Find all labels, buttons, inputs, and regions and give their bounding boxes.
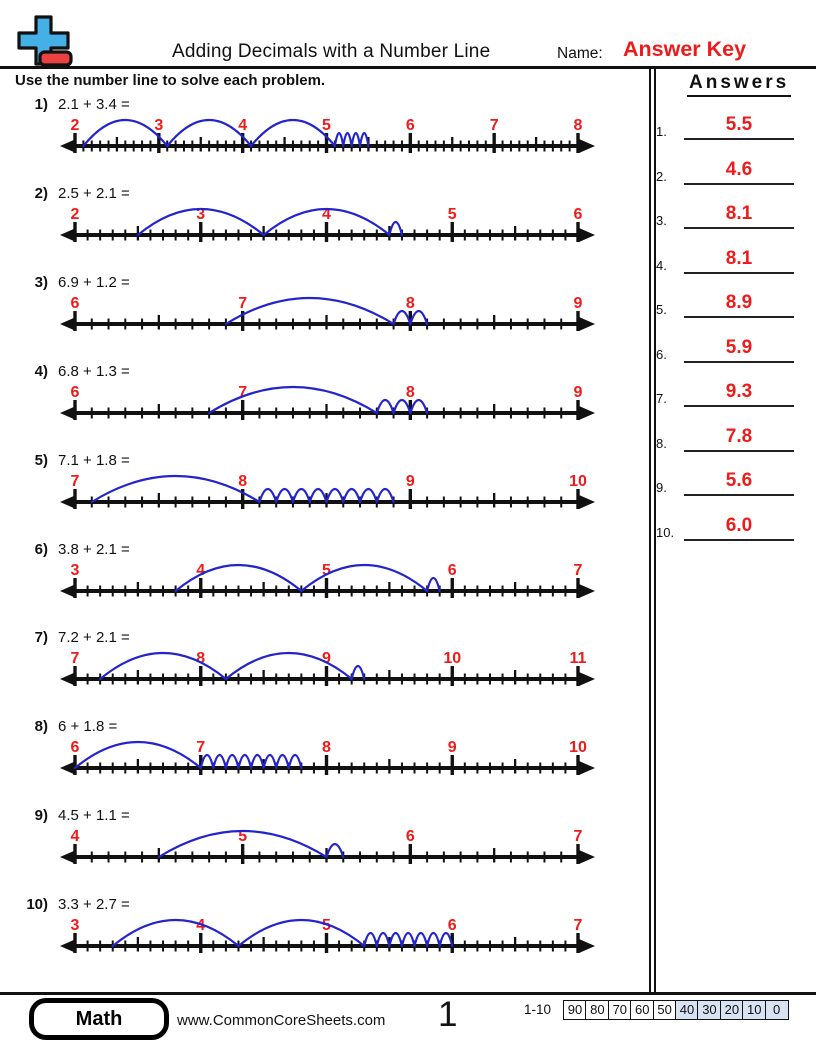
header-rule <box>0 66 816 69</box>
score-cell-20: 20 <box>720 1000 744 1020</box>
answer-number: 7. <box>656 391 667 406</box>
problem-number: 6) <box>34 540 48 558</box>
answer-item-8 <box>652 419 798 452</box>
answer-key-label: Answer Key <box>623 37 747 61</box>
answer-blank-line <box>684 470 794 496</box>
problem-expression: 6.9 + 1.2 = <box>58 273 130 291</box>
name-label: Name: <box>557 45 603 62</box>
number-line-svg <box>55 284 603 346</box>
page-title: Adding Decimals with a Number Line <box>172 41 491 62</box>
svg-text:6: 6 <box>447 561 457 579</box>
problem-expression: 6.8 + 1.3 = <box>58 362 130 380</box>
answer-item-1 <box>652 107 798 140</box>
answers-title: Answers <box>687 72 791 97</box>
answer-blank-line <box>684 159 794 185</box>
svg-text:8: 8 <box>405 294 415 312</box>
svg-text:11: 11 <box>569 650 587 668</box>
answer-number: 8. <box>656 435 667 451</box>
problem-9 <box>0 807 650 893</box>
svg-text:4: 4 <box>70 828 80 846</box>
answer-value: 5.6 <box>725 470 753 491</box>
score-strip <box>563 1000 789 1020</box>
answer-number: 3. <box>656 213 667 228</box>
number-line-svg <box>55 906 603 968</box>
svg-text:5: 5 <box>238 828 248 846</box>
svg-text:7: 7 <box>573 828 583 846</box>
number-line-svg <box>55 551 603 613</box>
answer-value: 8.9 <box>725 292 753 313</box>
answer-value: 6.0 <box>725 514 753 536</box>
score-cell-80: 80 <box>585 1000 609 1020</box>
number-line-svg <box>55 462 603 524</box>
svg-text:6: 6 <box>70 383 80 401</box>
svg-text:3: 3 <box>154 117 164 134</box>
number-line-svg <box>55 639 603 701</box>
problem-4 <box>0 363 650 449</box>
answer-value: 8.1 <box>725 203 753 224</box>
problem-number: 3) <box>34 273 48 291</box>
problem-number: 2) <box>34 184 48 202</box>
answer-value: 7.8 <box>725 425 753 447</box>
svg-text:5: 5 <box>322 561 331 579</box>
answer-item-4 <box>652 241 798 274</box>
problem-3 <box>0 274 650 360</box>
svg-text:8: 8 <box>405 383 415 401</box>
svg-text:2: 2 <box>70 117 80 134</box>
svg-text:6: 6 <box>70 294 80 312</box>
answer-value: 9.3 <box>725 381 753 402</box>
answer-item-10 <box>652 508 798 541</box>
svg-text:4: 4 <box>196 561 206 579</box>
svg-text:9: 9 <box>322 650 331 668</box>
number-line-svg <box>55 373 603 435</box>
svg-text:10: 10 <box>569 472 587 490</box>
score-cell-90: 90 <box>563 1000 587 1020</box>
svg-text:8: 8 <box>238 472 248 490</box>
answer-blank-line <box>684 114 794 140</box>
problem-6 <box>0 541 650 627</box>
svg-text:8: 8 <box>196 650 206 668</box>
number-line-svg <box>55 817 603 879</box>
answer-blank-line <box>684 292 794 318</box>
problem-expression: 4.5 + 1.1 = <box>58 807 130 825</box>
svg-text:7: 7 <box>573 561 583 579</box>
answer-blank-line <box>684 203 794 229</box>
svg-text:7: 7 <box>70 472 80 490</box>
svg-text:4: 4 <box>322 205 331 223</box>
svg-text:6: 6 <box>405 828 415 846</box>
subject-badge-label: Math <box>34 1003 164 1035</box>
svg-text:7: 7 <box>573 917 583 935</box>
svg-text:9: 9 <box>405 472 415 490</box>
answer-value: 8.1 <box>725 247 753 269</box>
answer-item-6 <box>652 330 798 363</box>
score-cell-10: 10 <box>742 1000 766 1020</box>
problem-expression: 2.1 + 3.4 = <box>58 96 130 113</box>
problem-5 <box>0 452 650 538</box>
problem-8 <box>0 718 650 804</box>
problem-number: 10) <box>26 896 48 914</box>
svg-text:5: 5 <box>447 205 457 223</box>
answer-number: 4. <box>656 257 667 273</box>
svg-text:2: 2 <box>70 205 80 223</box>
answer-item-9 <box>652 463 798 496</box>
problem-expression: 7.1 + 1.8 = <box>58 451 130 469</box>
svg-text:5: 5 <box>322 917 331 935</box>
number-line-svg <box>55 195 603 257</box>
svg-text:7: 7 <box>70 650 80 668</box>
problem-number: 5) <box>34 451 48 469</box>
svg-text:10: 10 <box>569 739 587 757</box>
problem-number: 4) <box>34 362 48 380</box>
score-cell-0: 0 <box>765 1000 789 1020</box>
problem-number: 8) <box>34 718 48 736</box>
svg-text:3: 3 <box>70 561 80 579</box>
problem-expression: 3.3 + 2.7 = <box>58 896 130 914</box>
svg-text:4: 4 <box>238 117 248 134</box>
answer-number: 5. <box>656 302 667 317</box>
answer-item-3 <box>652 196 798 229</box>
score-cell-30: 30 <box>697 1000 721 1020</box>
score-cell-40: 40 <box>675 1000 699 1020</box>
svg-text:8: 8 <box>322 739 331 757</box>
answer-item-2 <box>652 152 798 185</box>
answer-blank-line <box>684 248 794 274</box>
score-cell-50: 50 <box>653 1000 677 1020</box>
answer-blank-line <box>684 426 794 452</box>
plus-minus-logo-icon <box>13 14 75 70</box>
svg-text:3: 3 <box>70 917 80 935</box>
svg-text:7: 7 <box>489 117 499 134</box>
svg-text:7: 7 <box>238 294 248 312</box>
svg-text:9: 9 <box>573 294 583 312</box>
svg-text:6: 6 <box>405 117 415 134</box>
svg-text:6: 6 <box>70 739 80 757</box>
svg-text:5: 5 <box>322 117 331 134</box>
problem-number: 1) <box>34 96 48 113</box>
svg-text:6: 6 <box>447 917 457 935</box>
problem-10 <box>0 896 650 982</box>
instruction-text: Use the number line to solve each problem. <box>15 72 326 89</box>
answer-blank-line <box>684 337 794 363</box>
page-number: 1 <box>438 995 458 1034</box>
footer-rule <box>0 992 816 995</box>
svg-text:10: 10 <box>443 650 462 668</box>
number-line-svg <box>55 106 603 168</box>
score-range-label: 1-10 <box>524 1002 552 1017</box>
answer-blank-line <box>684 381 794 407</box>
problem-expression: 3.8 + 2.1 = <box>58 540 130 558</box>
answer-number: 6. <box>656 346 667 362</box>
answer-value: 5.5 <box>725 114 753 135</box>
svg-text:9: 9 <box>573 383 583 401</box>
problem-expression: 2.5 + 2.1 = <box>58 184 130 202</box>
problem-number: 7) <box>34 629 48 647</box>
svg-text:3: 3 <box>196 205 206 223</box>
svg-text:9: 9 <box>447 739 457 757</box>
svg-text:7: 7 <box>238 383 248 401</box>
problem-7 <box>0 629 650 715</box>
answer-value: 5.9 <box>725 336 753 358</box>
answer-number: 10. <box>656 524 675 540</box>
svg-text:7: 7 <box>196 739 206 757</box>
svg-text:6: 6 <box>573 205 583 223</box>
score-cell-60: 60 <box>630 1000 654 1020</box>
problem-2 <box>0 185 650 271</box>
problem-expression: 6 + 1.8 = <box>58 718 118 736</box>
problem-1 <box>0 96 650 182</box>
problem-number: 9) <box>34 807 48 825</box>
problem-expression: 7.2 + 2.1 = <box>58 629 130 647</box>
answer-item-7 <box>652 374 798 407</box>
answer-number: 1. <box>656 124 667 139</box>
answer-number: 9. <box>656 480 667 495</box>
svg-text:8: 8 <box>573 117 583 134</box>
answer-blank-line <box>684 515 794 541</box>
answer-item-5 <box>652 285 798 318</box>
svg-text:4: 4 <box>196 917 206 935</box>
score-cell-70: 70 <box>608 1000 632 1020</box>
subject-badge <box>29 998 169 1040</box>
answer-number: 2. <box>656 168 667 184</box>
answer-value: 4.6 <box>725 158 753 180</box>
website-url: www.CommonCoreSheets.com <box>177 1012 386 1029</box>
number-line-svg <box>55 728 603 790</box>
